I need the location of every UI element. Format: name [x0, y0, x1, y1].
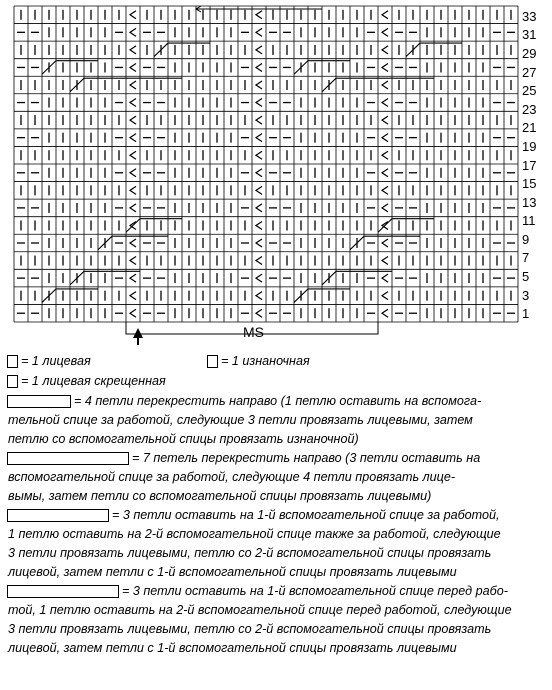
- crossed-knit-mark: [256, 11, 262, 19]
- crossed-knit-mark: [382, 309, 388, 317]
- crossed-knit-mark: [130, 46, 136, 54]
- start-arrow-icon: [133, 328, 143, 338]
- crossed-knit-mark: [382, 116, 388, 124]
- legend-line: 3 петли провязать лицевыми, петлю со 2-й вспомогательной спицы провязать: [8, 546, 492, 560]
- legend-line: = 1 изнаночная: [221, 354, 310, 368]
- row-number: 33: [522, 8, 537, 24]
- crossed-knit-mark: [382, 46, 388, 54]
- row-number: 3: [522, 287, 530, 303]
- crossed-knit-symbol: [7, 375, 18, 388]
- legend-line: = 4 петли перекрестить направо (1 петлю оставить на вспомога-: [74, 394, 482, 408]
- row-number: 21: [522, 120, 537, 136]
- row-number: 13: [522, 194, 537, 210]
- crossed-knit-mark: [256, 151, 262, 159]
- legend-line: петлю со вспомогательной спицы провязать изнаночной): [8, 432, 359, 446]
- crossed-knit-mark: [382, 99, 388, 107]
- legend-line: = 1 лицевая скрещенная: [21, 374, 166, 388]
- legend-line: = 7 петель перекрестить направо (3 петли оставить на: [132, 451, 481, 465]
- row-number: 15: [522, 176, 537, 192]
- crossed-knit-mark: [130, 28, 136, 36]
- knit-symbol: [7, 355, 18, 368]
- crossed-knit-mark: [382, 274, 388, 282]
- crossed-knit-mark: [130, 81, 136, 89]
- legend-text: [8, 392, 482, 449]
- row-number: 23: [522, 101, 537, 117]
- legend-line: вымы, затем петли со вспомогательной спицы провязать лицевыми): [8, 489, 432, 503]
- row-number: 7: [522, 250, 530, 266]
- crossed-knit-mark: [130, 169, 136, 177]
- crossed-knit-mark: [256, 134, 262, 142]
- row-number: 25: [522, 83, 537, 99]
- crossed-knit-mark: [256, 116, 262, 124]
- row-number: 31: [522, 27, 537, 43]
- crossed-knit-mark: [256, 169, 262, 177]
- crossed-knit-mark: [130, 204, 136, 212]
- crossed-knit-mark: [382, 63, 388, 71]
- crossed-knit-mark: [382, 134, 388, 142]
- crossed-knit-mark: [256, 274, 262, 282]
- crossed-knit-mark: [256, 221, 262, 229]
- cable-7-front-symbol: [7, 585, 119, 598]
- legend-text: [8, 506, 501, 582]
- crossed-knit-mark: [256, 309, 262, 317]
- crossed-knit-mark: [130, 292, 136, 300]
- crossed-knit-mark: [256, 292, 262, 300]
- legend-line: той, 1 петлю оставить на 2-й вспомогательной спице перед работой, следующие: [8, 603, 512, 617]
- row-number: 29: [522, 45, 537, 61]
- legend-line: лицевой, затем петли с 1-й вспомогательной спицы провязать лицевыми: [8, 641, 457, 655]
- row-number: 5: [522, 269, 530, 285]
- legend-line: 3 петли провязать лицевыми, петлю со 2-й вспомогательной спицы провязать: [8, 622, 492, 636]
- crossed-knit-mark: [130, 257, 136, 265]
- row-number: 27: [522, 64, 537, 80]
- crossed-knit-mark: [130, 63, 136, 71]
- crossed-knit-mark: [382, 204, 388, 212]
- row-number: 11: [522, 213, 536, 229]
- crossed-knit-mark: [382, 151, 388, 159]
- crossed-knit-mark: [382, 11, 388, 19]
- row-number: 19: [522, 138, 537, 154]
- crossed-knit-mark: [256, 99, 262, 107]
- crossed-knit-mark: [256, 63, 262, 71]
- legend-line: 1 петлю оставить на 2-й вспомогательной спице также за работой, следующие: [8, 527, 501, 541]
- legend-text: [8, 582, 512, 658]
- ms-label: MS: [243, 324, 264, 340]
- cable-7-back-symbol: [7, 509, 109, 522]
- crossed-knit-mark: [256, 239, 262, 247]
- crossed-knit-mark: [382, 169, 388, 177]
- crossed-knit-mark: [382, 186, 388, 194]
- crossed-knit-mark: [130, 239, 136, 247]
- crossed-knit-mark: [130, 116, 136, 124]
- legend-text: [8, 449, 481, 506]
- crossed-knit-mark: [256, 257, 262, 265]
- cable-arrow: [196, 6, 322, 12]
- crossed-knit-mark: [130, 151, 136, 159]
- legend-line: = 3 петли оставить на 1-й вспомогательной спице за работой,: [112, 508, 500, 522]
- crossed-knit-mark: [256, 81, 262, 89]
- crossed-knit-mark: [130, 11, 136, 19]
- row-number: 17: [522, 157, 537, 173]
- legend-line: вспомогательной спице за работой, следующие 4 петли провязать лице-: [8, 470, 456, 484]
- crossed-knit-mark: [382, 257, 388, 265]
- crossed-knit-mark: [130, 186, 136, 194]
- crossed-knit-mark: [130, 99, 136, 107]
- crossed-knit-mark: [130, 274, 136, 282]
- legend-line: = 1 лицевая: [21, 354, 91, 368]
- crossed-knit-mark: [130, 134, 136, 142]
- crossed-knit-mark: [256, 28, 262, 36]
- legend-text: [221, 352, 310, 371]
- legend-text: [21, 372, 166, 391]
- legend-line: = 3 петли оставить на 1-й вспомогательной спице перед рабо-: [122, 584, 508, 598]
- legend-text: [21, 352, 91, 371]
- crossed-knit-mark: [256, 204, 262, 212]
- row-number: 1: [522, 306, 530, 322]
- legend-line: лицевой, затем петли с 1-й вспомогательной спицы провязать лицевыми: [8, 565, 457, 579]
- cable-7-right-symbol: [7, 452, 129, 465]
- crossed-knit-mark: [382, 239, 388, 247]
- cable-4-right-symbol: [7, 395, 71, 408]
- row-number: 9: [522, 231, 530, 247]
- crossed-knit-mark: [256, 186, 262, 194]
- purl-symbol: [207, 355, 218, 368]
- crossed-knit-mark: [382, 292, 388, 300]
- crossed-knit-mark: [382, 28, 388, 36]
- legend-line: тельной спице за работой, следующие 3 петли провязать лицевыми, затем: [8, 413, 473, 427]
- crossed-knit-mark: [382, 81, 388, 89]
- crossed-knit-mark: [130, 309, 136, 317]
- crossed-knit-mark: [256, 46, 262, 54]
